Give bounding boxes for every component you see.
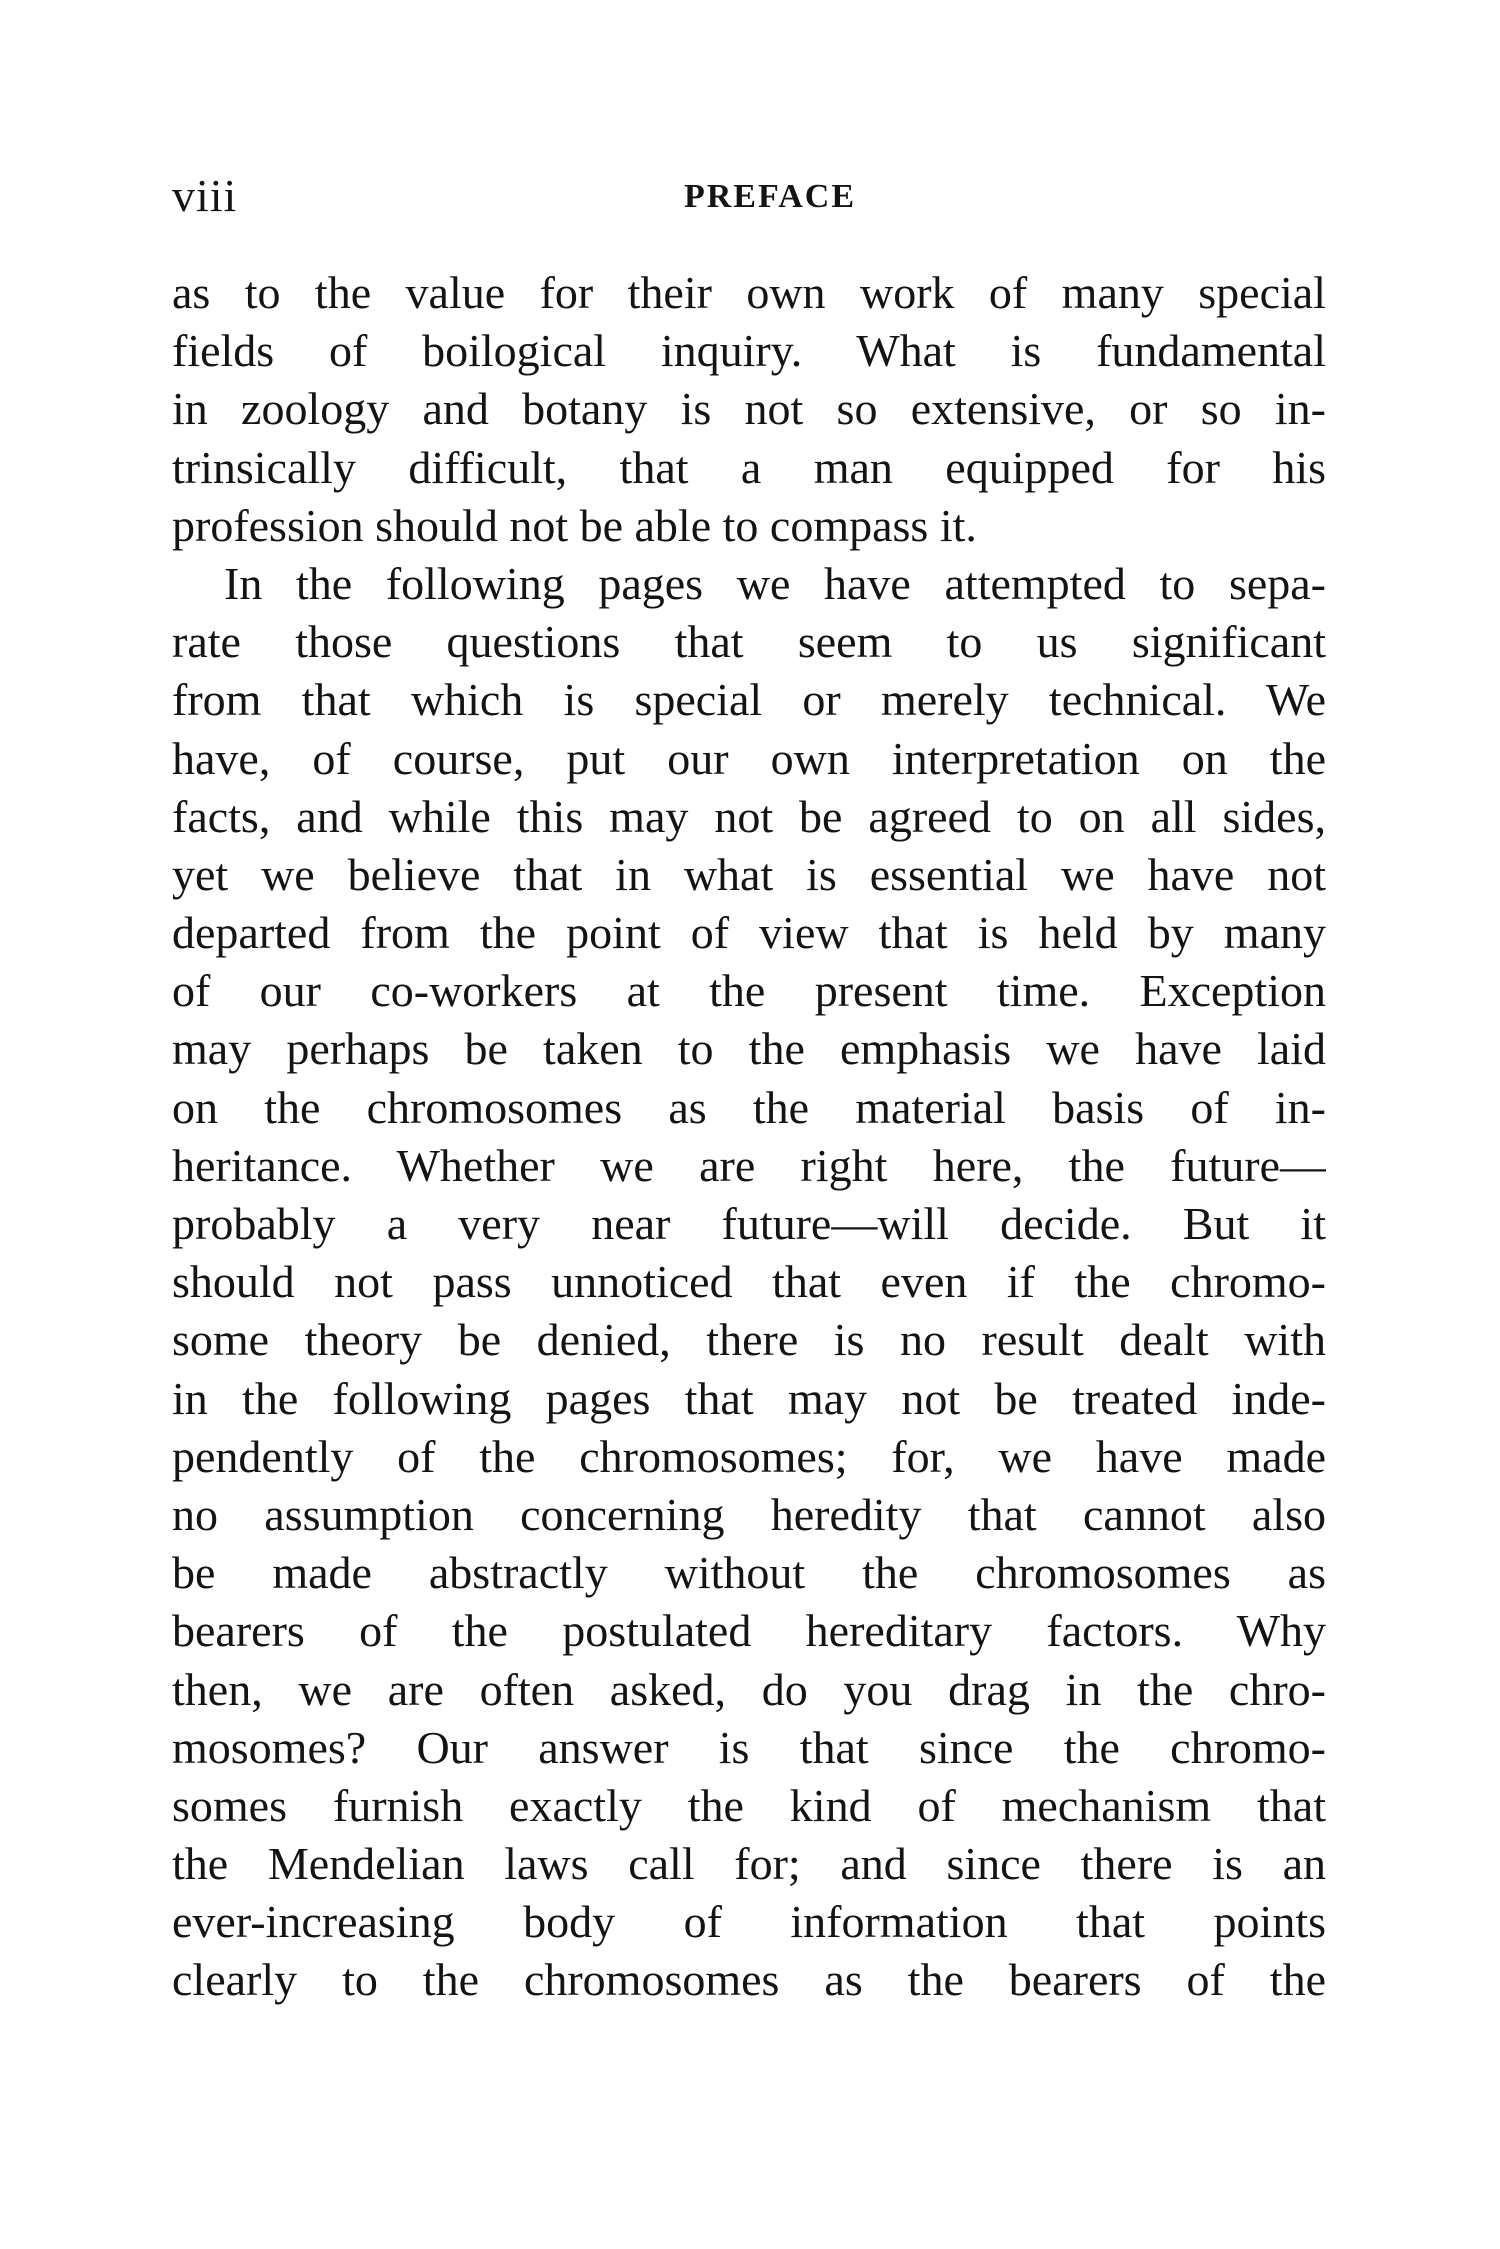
text-line: departed from the point of view that is held by many [172,907,1326,959]
text-line: probably a very near future—will decide. But it [172,1198,1326,1249]
text-line: somes furnish exactly the kind of mechanism that [172,1779,1326,1831]
text-line: the Mendelian laws call for; and since there is an [172,1838,1326,1890]
text-line: on the chromosomes as the material basis of in- [172,1081,1326,1133]
text-line: be made abstractly without the chromosomes as [172,1547,1326,1599]
text-line: no assumption concerning heredity that cannot also [172,1488,1326,1540]
text-line: as to the value for their own work of many special [172,267,1326,318]
text-line: in the following pages that may not be treated inde- [172,1372,1326,1424]
text-line: mosomes? Our answer is that since the chromo- [172,1721,1326,1773]
running-title: PREFACE [683,178,857,215]
text-line: from that which is special or merely technical. We [172,674,1326,726]
body-text [172,264,1326,2010]
text-line: In the following pages we have attempted to sepa- [224,557,1326,609]
text-line: fields of boilogical inquiry. What is fundamental [172,325,1326,377]
text-line: then, we are often asked, do you drag in the chro- [172,1663,1326,1715]
text-line: rate those questions that seem to us significant [172,616,1326,668]
page-number: viii [172,170,238,221]
text-line: trinsically difficult, that a man equipped for his [172,441,1326,493]
text-line: some theory be denied, there is no result dealt with [172,1314,1326,1366]
text-line: profession should not be able to compass it. [172,499,977,551]
text-line: in zoology and botany is not so extensive, or so in- [172,383,1326,435]
text-line: heritance. Whether we are right here, the future— [172,1139,1326,1191]
text-line: facts, and while this may not be agreed to on all sides, [172,790,1326,842]
text-line: should not pass unnoticed that even if the chromo- [172,1256,1326,1308]
text-line: yet we believe that in what is essential we have not [172,848,1326,900]
text-line: ever-increasing body of information that points [172,1896,1326,1948]
text-line: pendently of the chromosomes; for, we have made [172,1430,1326,1482]
text-line: may perhaps be taken to the emphasis we have laid [172,1023,1326,1075]
text-line: of our co-workers at the present time. Exception [172,965,1326,1017]
text-line: have, of course, put our own interpretation on the [172,732,1326,784]
text-line: bearers of the postulated hereditary factors. Why [172,1605,1326,1657]
text-line: clearly to the chromosomes as the bearers of the [172,1954,1326,2006]
